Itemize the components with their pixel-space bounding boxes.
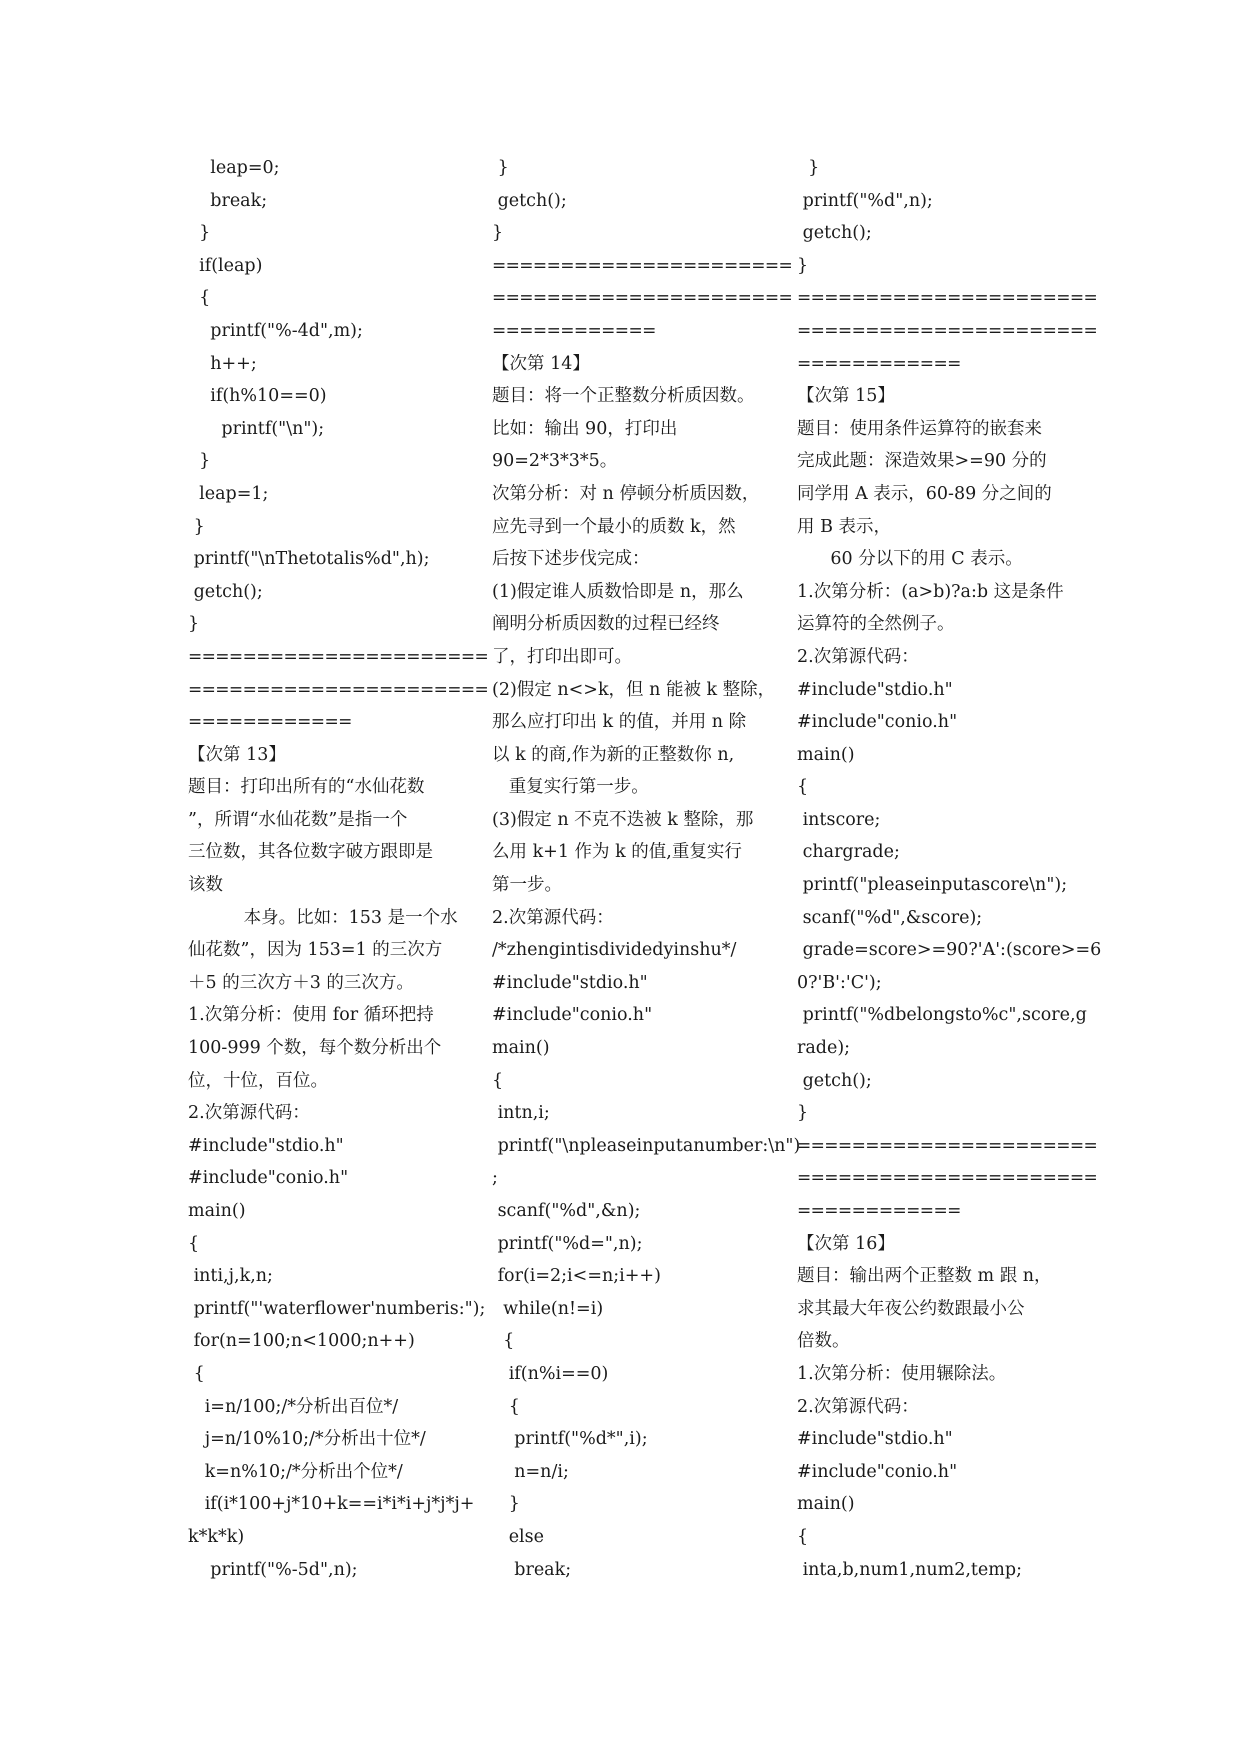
text-line: 题目：将一个正整数分析质因数。: [492, 386, 755, 407]
text-line: 位，十位，百位。: [188, 1070, 328, 1091]
text-line: k*k*k): [188, 1526, 245, 1547]
text-line: 仙花数”，因为 153=1 的三次方: [188, 940, 443, 961]
text-line: 同学用 A 表示，60-89 分之间的: [797, 483, 1052, 504]
text-line: ============: [492, 320, 656, 341]
text-line: 100-999 个数，每个数分析出个: [188, 1038, 442, 1059]
text-line: printf("%d=",n);: [492, 1233, 643, 1254]
text-line: /*zhengintisdividedyinshu*/: [492, 940, 737, 961]
text-line: #include"stdio.h": [797, 1429, 953, 1450]
text-line: 60 分以下的用 C 表示。: [797, 549, 1023, 570]
text-line: i=n/100;/*分析出百位*/: [188, 1396, 399, 1417]
text-line: 次第分析：对 n 停顿分析质因数，: [492, 483, 760, 504]
text-line: inta,b,num1,num2,temp;: [797, 1559, 1022, 1580]
text-line: getch();: [188, 581, 263, 602]
text-line: #include"stdio.h": [492, 972, 648, 993]
text-line: 2.次第源代码：: [797, 1396, 919, 1417]
text-line: }: [797, 158, 820, 178]
text-line: while(n!=i): [492, 1298, 604, 1319]
text-column-1: [188, 152, 489, 1586]
text-line: ============: [797, 1201, 961, 1221]
text-line: 应先寻到一个最小的质数 k，然: [492, 516, 736, 537]
text-line: ======================: [797, 1135, 1098, 1156]
text-line: main(): [492, 1038, 550, 1059]
text-line: grade=score>=90?'A':(score>=6: [797, 940, 1102, 961]
text-line: #include"conio.h": [188, 1168, 349, 1189]
text-line: }: [492, 1494, 520, 1515]
text-line: 运算符的全然例子。: [797, 614, 955, 635]
text-line: if(h%10==0): [188, 386, 327, 407]
text-line: 求其最大年夜公约数跟最小公: [797, 1298, 1025, 1319]
text-line: getch();: [797, 223, 872, 244]
text-line: main(): [797, 744, 855, 765]
text-line: 比如：输出 90，打印出: [492, 418, 678, 439]
text-line: 2.次第源代码：: [188, 1103, 310, 1124]
text-line: ======================: [797, 320, 1098, 341]
text-line: 倍数。: [797, 1331, 850, 1352]
text-line: main(): [188, 1201, 246, 1221]
text-line: (3)假定 n 不克不迭被 k 整除，那: [492, 809, 754, 830]
text-line: if(n%i==0): [492, 1363, 609, 1384]
text-line: 该数: [188, 875, 223, 896]
text-line: getch();: [797, 1070, 872, 1091]
text-line: 【次第 14】: [492, 353, 590, 374]
text-line: ======================: [188, 679, 489, 700]
text-line: }: [492, 158, 509, 178]
text-line: 0?'B':'C');: [797, 972, 882, 993]
text-line: printf("pleaseinputascore\n");: [797, 875, 1068, 896]
text-line: intn,i;: [492, 1103, 550, 1124]
text-line: 题目：输出两个正整数 m 跟 n，: [797, 1266, 1052, 1287]
text-line: 【次第 15】: [797, 386, 895, 407]
text-line: }: [188, 223, 211, 244]
text-line: k=n%10;/*分析出个位*/: [188, 1461, 403, 1482]
text-line: #include"conio.h": [492, 1005, 653, 1026]
text-line: }: [797, 255, 809, 276]
text-line: ＋5 的三次方＋3 的三次方。: [188, 972, 414, 993]
text-line: printf("\n");: [188, 418, 325, 439]
text-line: for(n=100;n<1000;n++): [188, 1331, 415, 1352]
text-line: leap=0;: [188, 158, 280, 178]
text-line: inti,j,k,n;: [188, 1266, 273, 1287]
text-line: printf("\nThetotalis%d",h);: [188, 549, 430, 570]
text-line: j=n/10%10;/*分析出十位*/: [188, 1429, 426, 1450]
text-line: 完成此题：深造效果>=90 分的: [797, 451, 1047, 472]
text-line: getch();: [492, 190, 567, 211]
text-line: {: [188, 1233, 200, 1254]
text-line: printf("%d",n);: [797, 190, 933, 211]
text-line: 【次第 16】: [797, 1233, 895, 1254]
text-line: printf("%-5d",n);: [188, 1559, 358, 1580]
text-line: ”，所谓“水仙花数”是指一个: [188, 809, 408, 830]
text-line: }: [188, 516, 205, 537]
text-line: 么用 k+1 作为 k 的值,重复实行: [492, 842, 742, 863]
text-line: ============: [188, 712, 352, 733]
text-line: 2.次第源代码：: [797, 646, 919, 667]
text-line: ======================: [492, 288, 793, 309]
text-line: chargrade;: [797, 842, 900, 863]
text-line: ======================: [797, 288, 1098, 309]
text-line: 后按下述步伐完成：: [492, 549, 650, 570]
text-line: {: [797, 1526, 809, 1547]
text-line: {: [492, 1331, 515, 1352]
text-line: 【次第 13】: [188, 744, 286, 765]
text-line: (2)假定 n<>k，但 n 能被 k 整除，: [492, 679, 776, 700]
text-line: intscore;: [797, 809, 881, 830]
text-line: 90=2*3*3*5。: [492, 451, 618, 472]
text-line: }: [188, 451, 211, 472]
text-line: 重复实行第一步。: [492, 777, 649, 798]
text-line: 三位数，其各位数字破方跟即是: [188, 842, 433, 863]
text-line: {: [492, 1396, 520, 1417]
text-line: printf("\npleaseinputanumber:\n"): [492, 1135, 801, 1156]
text-line: }: [188, 614, 200, 635]
text-line: 题目：使用条件运算符的嵌套来: [797, 418, 1042, 439]
text-line: n=n/i;: [492, 1461, 569, 1482]
text-line: {: [492, 1070, 504, 1091]
text-line: leap=1;: [188, 483, 269, 504]
text-line: main(): [797, 1494, 855, 1515]
text-line: printf("'waterflower'numberis:");: [188, 1298, 486, 1319]
text-line: ======================: [797, 1168, 1098, 1189]
text-line: #include"stdio.h": [797, 679, 953, 700]
text-line: if(leap): [188, 255, 263, 276]
text-line: break;: [492, 1559, 572, 1580]
text-line: {: [188, 1363, 205, 1384]
text-line: rade);: [797, 1038, 851, 1059]
text-line: scanf("%d",&n);: [492, 1201, 641, 1221]
text-line: h++;: [188, 353, 257, 374]
text-line: 1.次第分析：使用 for 循环把持: [188, 1005, 434, 1026]
text-line: 用 B 表示，: [797, 516, 891, 537]
text-line: else: [492, 1526, 544, 1547]
text-line: 2.次第源代码：: [492, 907, 614, 928]
text-line: if(i*100+j*10+k==i*i*i+j*j*j+: [188, 1494, 475, 1515]
text-line: 那么应打印出 k 的值，并用 n 除: [492, 712, 747, 733]
text-line: ;: [492, 1168, 498, 1189]
text-line: ======================: [492, 255, 793, 276]
text-line: 1.次第分析：(a>b)?a:b 这是条件: [797, 581, 1064, 602]
text-line: for(i=2;i<=n;i++): [492, 1266, 661, 1287]
text-line: (1)假定谁人质数恰即是 n，那么: [492, 581, 744, 602]
text-line: ======================: [188, 646, 489, 667]
text-line: #include"conio.h": [797, 712, 958, 733]
text-line: {: [188, 288, 211, 309]
text-line: 以 k 的商,作为新的正整数你 n,: [492, 744, 735, 765]
text-line: printf("%-4d",m);: [188, 320, 363, 341]
text-column-3: [797, 152, 1102, 1586]
text-line: printf("%dbelongsto%c",score,g: [797, 1005, 1087, 1026]
text-line: 1.次第分析：使用辗除法。: [797, 1363, 1007, 1384]
text-line: {: [797, 777, 809, 798]
text-line: 题目：打印出所有的“水仙花数: [188, 777, 425, 798]
text-line: }: [797, 1103, 809, 1124]
text-line: #include"conio.h": [797, 1461, 958, 1482]
text-line: #include"stdio.h": [188, 1135, 344, 1156]
text-line: printf("%d*",i);: [492, 1429, 648, 1450]
text-line: scanf("%d",&score);: [797, 907, 983, 928]
text-line: 本身。比如：153 是一个水: [188, 907, 458, 928]
text-line: 阐明分析质因数的过程已经终: [492, 614, 720, 635]
text-column-2: [492, 152, 801, 1586]
text-line: break;: [188, 190, 268, 211]
text-line: }: [492, 223, 504, 244]
text-line: ============: [797, 353, 961, 374]
text-line: 第一步。: [492, 875, 562, 896]
text-line: 了，打印出即可。: [492, 646, 632, 667]
